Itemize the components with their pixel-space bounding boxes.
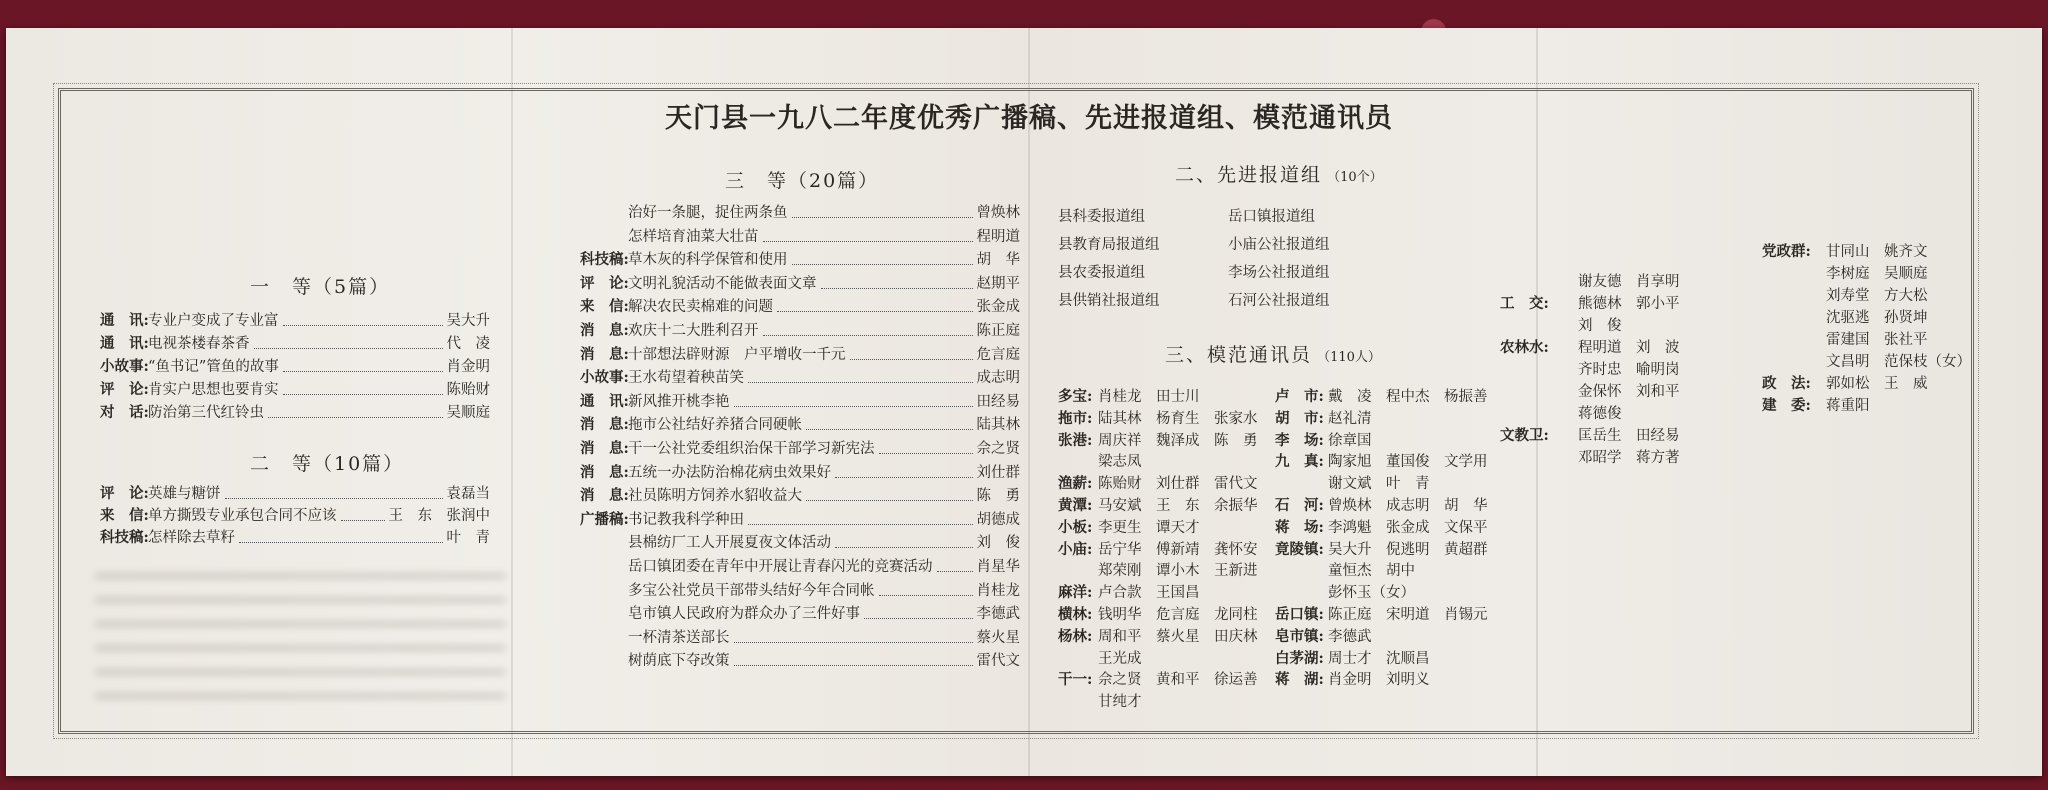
unit-label: 拖市:: [1058, 409, 1093, 427]
correspondent-names: 卢合款 王国昌: [1098, 585, 1200, 602]
obscured-region: [95, 560, 505, 710]
unit-label: 石 河:: [1275, 497, 1324, 514]
entry-title: 电视茶楼春茶香: [148, 336, 250, 352]
unit-label: 建 委:: [1762, 397, 1811, 414]
model-correspondents-count: （110人）: [1317, 350, 1381, 365]
award-entry: [100, 311, 490, 331]
unit-label: 黄潭:: [1058, 497, 1093, 514]
entry-leader-dots: [268, 403, 443, 418]
entry-title: 欢庆十二大胜利召开: [628, 323, 759, 339]
entry-title: 十部想法辟财源 户平增收一千元: [628, 346, 846, 363]
entry-author: 叶 青: [446, 530, 490, 546]
award-entry: [580, 345, 1020, 365]
entry-author: 吴大升: [446, 313, 490, 329]
entry-leader-dots: [763, 227, 973, 242]
model-correspondents-heading: [1165, 340, 1381, 367]
entry-author: 曾焕林: [976, 205, 1020, 221]
award-entry: [580, 439, 1020, 459]
entry-title: 岳口镇团委在青年中开展让青春闪光的竞赛活动: [628, 559, 933, 575]
award-entry: [580, 651, 1020, 671]
correspondent-names: 邓昭学 蒋方著: [1578, 450, 1680, 466]
entry-author: 刘仕群: [976, 464, 1020, 481]
correspondent-names: 周士才 沈顺昌: [1328, 650, 1430, 667]
correspondent-names: 郭如松 王 威: [1826, 376, 1928, 392]
unit-label: 文教卫:: [1500, 427, 1549, 444]
entry-category: [580, 203, 628, 223]
group-name: 县供销社报道组: [1058, 293, 1160, 309]
entry-author: 陈贻财: [446, 382, 490, 398]
entry-author: 肖桂龙: [976, 582, 1020, 599]
entry-author: 李德武: [976, 606, 1020, 623]
entry-author: 袁磊当: [446, 486, 490, 502]
entry-leader-dots: [879, 439, 973, 454]
correspondent-names: 吴大升 倪逃明 黄超群: [1328, 541, 1488, 558]
entry-author: 田经易: [976, 393, 1020, 410]
entry-category: [580, 533, 628, 553]
correspondent-names: 郑荣刚 谭小木 王新进: [1098, 563, 1258, 580]
unit-label: 李 场:: [1275, 431, 1324, 449]
entry-leader-dots: [239, 528, 443, 543]
award-entry: [580, 604, 1020, 624]
unit-label: 麻洋:: [1058, 584, 1093, 602]
entry-leader-dots: [792, 203, 973, 218]
correspondent-names: 陈正庭 宋明道 肖锡元: [1328, 607, 1488, 623]
unit-label: 党政群:: [1762, 243, 1811, 260]
correspondent-names: 沈驱逃 孙贤坤: [1826, 310, 1928, 326]
correspondent-names: 徐章国: [1328, 432, 1372, 449]
group-name: 县农委报道组: [1058, 265, 1145, 281]
entry-title: 英雄与糖饼: [148, 486, 221, 502]
correspondent-names: 曾焕林 成志明 胡 华: [1328, 498, 1488, 514]
entry-category: [580, 227, 628, 247]
unit-label: 卢 市:: [1275, 388, 1324, 405]
entry-leader-dots: [864, 604, 973, 619]
group-name: 岳口镇报道组: [1228, 209, 1315, 225]
unit-label: 农林水:: [1500, 339, 1549, 356]
entry-category: 来 信:: [100, 507, 149, 524]
correspondent-names: 马安斌 王 东 余振华: [1098, 498, 1258, 514]
group-name: 小庙公社报道组: [1228, 237, 1330, 253]
third-prize-heading: 三 等（20篇）: [725, 170, 880, 192]
entry-author: 肖星华: [976, 559, 1020, 575]
entry-title: 怎样培育油菜大壮苗: [628, 228, 759, 245]
unit-label: 胡 市:: [1275, 409, 1324, 427]
unit-label: 小庙:: [1058, 540, 1093, 558]
unit-label: 多宝:: [1058, 388, 1093, 405]
entry-title: 书记教我科学种田: [628, 511, 744, 528]
award-entry: [580, 628, 1020, 648]
entry-leader-dots: [283, 380, 443, 395]
correspondent-names: 文昌明 范保枝（女）: [1826, 354, 1971, 370]
award-entry: [580, 510, 1020, 530]
correspondent-names: 刘寿堂 方大松: [1826, 288, 1928, 304]
entry-author: 陈正庭: [976, 323, 1020, 339]
award-entry: [580, 274, 1020, 294]
entry-title: 五统一办法防治棉花病虫效果好: [628, 464, 831, 481]
correspondent-names: 陈贻财 刘仕群 雷代文: [1098, 476, 1258, 493]
entry-leader-dots: [283, 311, 443, 326]
entry-category: 科技稿:: [580, 251, 629, 269]
advanced-groups-title: 二、先进报道组: [1175, 164, 1323, 186]
group-name: 县科委报道组: [1058, 209, 1145, 225]
document-title: 天门县一九八二年度优秀广播稿、先进报道组、模范通讯员: [665, 103, 1393, 134]
entry-category: 消 息:: [580, 416, 629, 434]
unit-label: 蒋 场:: [1275, 518, 1324, 536]
entry-category: [580, 628, 628, 648]
correspondent-names: 陆其林 杨育生 张家水: [1098, 410, 1258, 427]
award-entry: [580, 486, 1020, 506]
entry-title: 王水苟望着秧苗笑: [628, 370, 744, 387]
unit-label: 干一:: [1058, 671, 1093, 689]
entry-author: 赵期平: [976, 275, 1020, 292]
award-entry: [100, 380, 490, 400]
correspondent-names: 熊德林 郭小平: [1578, 296, 1680, 312]
entry-category: 消 息:: [580, 322, 629, 339]
entry-leader-dots: [763, 321, 973, 336]
award-entry: [100, 484, 490, 504]
award-entry: [580, 533, 1020, 553]
award-entry: [580, 557, 1020, 577]
unit-label: 皂市镇:: [1275, 627, 1324, 645]
entry-author: 吴顺庭: [446, 405, 490, 421]
correspondent-names: 刘 俊: [1578, 318, 1622, 334]
unit-label: 杨林:: [1058, 627, 1093, 645]
correspondent-names: 周和平 蔡火星 田庆林: [1098, 628, 1258, 645]
correspondent-names: 赵礼清: [1328, 410, 1372, 427]
entry-title: 一杯清茶送部长: [628, 629, 730, 646]
entry-category: [580, 581, 628, 601]
unit-label: 工 交:: [1500, 295, 1549, 312]
entry-title: 多宝公社党员干部带头结好今年合同帐: [628, 582, 875, 599]
correspondent-names: 匡岳生 田经易: [1578, 428, 1680, 444]
correspondent-names: 钱明华 危言庭 龙同柱: [1098, 607, 1258, 623]
entry-category: 消 息:: [580, 487, 629, 505]
correspondent-names: 蒋重阳: [1826, 398, 1870, 414]
entry-category: 小故事:: [580, 369, 629, 387]
entry-title: “鱼书记”管鱼的故事: [148, 359, 279, 375]
entry-title: 防治第三代红铃虫: [148, 405, 264, 421]
entry-leader-dots: [806, 486, 973, 501]
entry-author: 危言庭: [976, 346, 1020, 363]
second-prize-heading: 二 等（10篇）: [250, 453, 405, 475]
entry-category: 消 息:: [580, 440, 629, 457]
award-entry: [100, 334, 490, 354]
entry-author: 刘 俊: [976, 535, 1020, 552]
advanced-groups-count: （10个）: [1327, 170, 1383, 185]
entry-leader-dots: [835, 533, 973, 548]
entry-author: 代 凌: [446, 336, 490, 352]
entry-title: 新风推开桃李艳: [628, 393, 730, 410]
entry-title: 草木灰的科学保管和使用: [628, 252, 788, 269]
first-prize-heading: 一 等（5篇）: [250, 276, 391, 298]
entry-author: 蔡火星: [976, 629, 1020, 646]
entry-title: 县棉纺厂工人开展夏夜文体活动: [628, 535, 831, 552]
entry-title: 专业户变成了专业富: [148, 313, 279, 329]
correspondent-names: 甘纯才: [1098, 694, 1142, 711]
award-entry: [580, 463, 1020, 483]
correspondent-names: 李更生 谭天才: [1098, 519, 1200, 536]
entry-author: 胡德成: [976, 511, 1020, 528]
group-name: 石河公社报道组: [1228, 293, 1330, 309]
correspondent-names: 齐时忠 喻明岗: [1578, 362, 1680, 378]
correspondent-names: 梁志凤: [1098, 454, 1142, 471]
entry-category: [580, 604, 628, 624]
correspondent-names: 李树庭 吴顺庭: [1826, 266, 1928, 282]
entry-leader-dots: [341, 506, 385, 521]
correspondent-names: 蒋德俊: [1578, 406, 1622, 422]
advanced-groups-heading: [1175, 160, 1383, 187]
correspondent-names: 李德武: [1328, 628, 1372, 645]
correspondent-names: 陶家旭 董国俊 文学用: [1328, 454, 1488, 471]
correspondent-names: 雷建国 张社平: [1826, 332, 1928, 348]
entry-category: 评 论:: [580, 274, 629, 292]
award-entry: [580, 227, 1020, 247]
entry-category: [580, 651, 628, 671]
entry-author: 雷代文: [976, 653, 1020, 670]
correspondent-names: 程明道 刘 波: [1578, 340, 1680, 356]
entry-leader-dots: [835, 463, 973, 478]
entry-title: 解决农民卖棉难的问题: [628, 299, 773, 316]
correspondent-names: 戴 凌 程中杰 杨振善: [1328, 389, 1488, 405]
group-name: 县教育局报道组: [1058, 237, 1160, 253]
entry-category: 评 论:: [100, 381, 149, 398]
entry-category: 广播稿:: [580, 510, 629, 528]
entry-title: 社员陈明方饲养水貂收益大: [628, 488, 802, 505]
correspondent-names: 彭怀玉（女）: [1328, 585, 1415, 602]
entry-leader-dots: [777, 297, 973, 312]
entry-author: 肖金明: [446, 359, 490, 375]
entry-title: 文明礼貌活动不能做表面文章: [628, 275, 817, 292]
entry-category: 对 话:: [100, 404, 149, 421]
entry-leader-dots: [792, 250, 973, 265]
award-entry: [580, 203, 1020, 223]
entry-title: 怎样除去草籽: [148, 530, 235, 546]
entry-author: 陈 勇: [976, 488, 1020, 505]
unit-label: 岳口镇:: [1275, 606, 1324, 623]
entry-category: [580, 557, 628, 577]
entry-title: 拖市公社结好养猪合同硬帐: [628, 417, 802, 434]
entry-author: 佘之贤: [976, 441, 1020, 457]
entry-category: 评 论:: [100, 485, 149, 502]
entry-leader-dots: [806, 415, 973, 430]
unit-label: 横林:: [1058, 606, 1093, 623]
award-entry: [580, 250, 1020, 270]
correspondent-names: 肖桂龙 田士川: [1098, 389, 1200, 405]
correspondent-names: 甘同山 姚齐文: [1826, 244, 1928, 260]
entry-leader-dots: [850, 345, 973, 360]
entry-title: 树荫底下夺改策: [628, 653, 730, 670]
model-correspondents-title: 三、模范通讯员: [1165, 344, 1313, 366]
unit-label: 竟陵镇:: [1275, 540, 1324, 558]
entry-title: 单方撕毁专业承包合同不应该: [148, 508, 337, 524]
unit-label: 小板:: [1058, 518, 1093, 536]
entry-category: 通 讯:: [580, 392, 629, 410]
entry-author: 胡 华: [976, 252, 1020, 269]
group-name: 李场公社报道组: [1228, 265, 1330, 281]
entry-author: 程明道: [976, 228, 1020, 245]
entry-title: 肯实户思想也要肯实: [148, 382, 279, 398]
entry-leader-dots: [283, 357, 443, 372]
entry-leader-dots: [734, 392, 973, 407]
entry-author: 王 东 张润中: [388, 508, 490, 524]
award-entry: [100, 506, 490, 526]
award-entry: [580, 297, 1020, 317]
entry-category: 小故事:: [100, 358, 149, 375]
award-entry: [580, 321, 1020, 341]
correspondent-names: 佘之贤 黄和平 徐运善: [1098, 672, 1258, 689]
unit-label: 渔薪:: [1058, 475, 1093, 493]
entry-author: 成志明: [976, 370, 1020, 387]
entry-category: 消 息:: [580, 463, 629, 481]
unit-label: 张港:: [1058, 431, 1093, 449]
correspondent-names: 谢友德 肖享明: [1578, 274, 1680, 290]
award-entry: [580, 415, 1020, 435]
entry-leader-dots: [748, 368, 973, 383]
unit-label: 白茅湖:: [1275, 649, 1324, 667]
entry-title: 干一公社党委组织治保干部学习新宪法: [628, 441, 875, 457]
correspondent-names: 金保怀 刘和平: [1578, 384, 1680, 400]
entry-title: 皂市镇人民政府为群众办了三件好事: [628, 606, 860, 623]
award-entry: [100, 528, 490, 548]
entry-category: 来 信:: [580, 298, 629, 316]
award-entry: [580, 581, 1020, 601]
correspondent-names: 李鸿魁 张金成 文保平: [1328, 519, 1488, 536]
entry-category: 通 讯:: [100, 335, 149, 352]
entry-leader-dots: [225, 484, 443, 499]
entry-category: 科技稿:: [100, 529, 149, 546]
entry-author: 张金成: [976, 299, 1020, 316]
award-entry: [580, 368, 1020, 388]
entry-category: 通 讯:: [100, 312, 149, 329]
unit-label: 九 真:: [1275, 453, 1324, 471]
unit-label: 政 法:: [1762, 375, 1811, 392]
correspondent-names: 谢文斌 叶 青: [1328, 476, 1430, 493]
entry-title: 治好一条腿，捉住两条鱼: [628, 205, 788, 221]
entry-leader-dots: [748, 510, 973, 525]
correspondent-names: 王光成: [1098, 650, 1142, 667]
correspondent-names: 岳宁华 傅新靖 龚怀安: [1098, 541, 1258, 558]
entry-leader-dots: [254, 334, 443, 349]
entry-category: 消 息:: [580, 345, 629, 363]
entry-leader-dots: [879, 581, 973, 596]
entry-author: 陆其林: [976, 417, 1020, 434]
entry-leader-dots: [734, 628, 973, 643]
correspondent-names: 肖金明 刘明义: [1328, 672, 1430, 689]
unit-label: 蒋 湖:: [1275, 671, 1324, 689]
correspondent-names: 周庆祥 魏泽成 陈 勇: [1098, 432, 1258, 449]
award-entry: [100, 403, 490, 423]
award-entry: [580, 392, 1020, 412]
correspondent-names: 童恒杰 胡中: [1328, 563, 1415, 580]
entry-leader-dots: [937, 557, 973, 572]
entry-leader-dots: [821, 274, 973, 289]
entry-leader-dots: [734, 651, 973, 666]
award-entry: [100, 357, 490, 377]
